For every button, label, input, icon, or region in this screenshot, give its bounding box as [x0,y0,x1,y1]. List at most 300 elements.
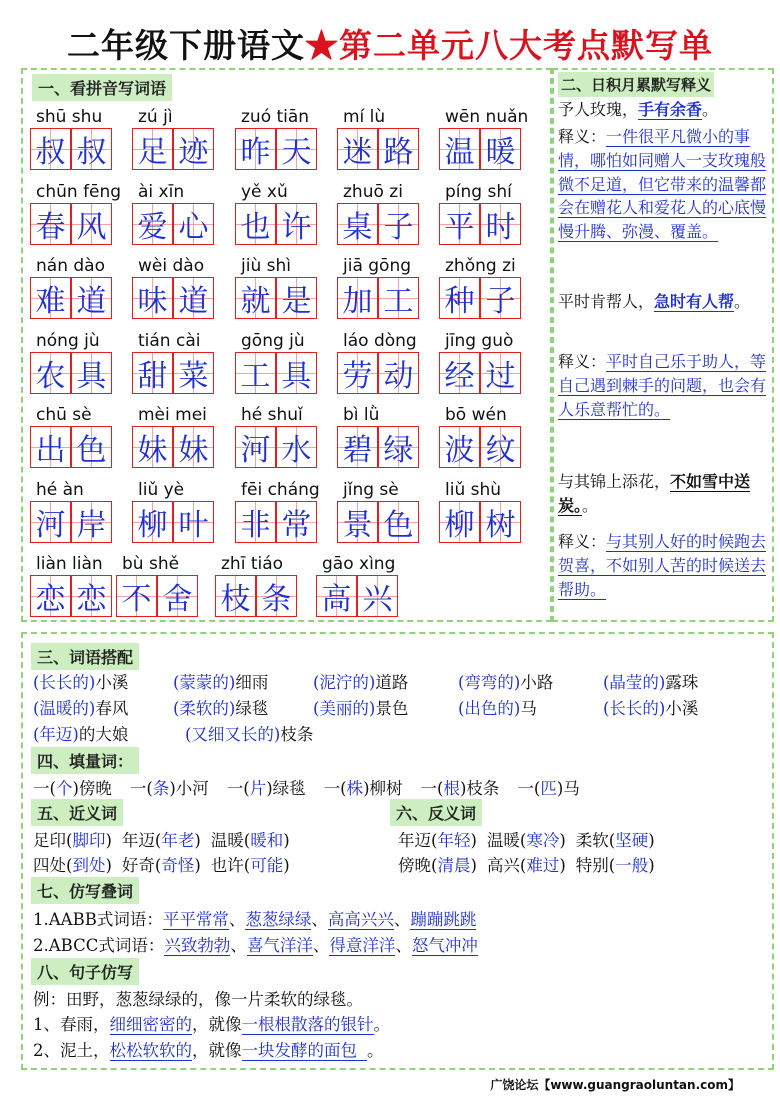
pair-answer: 年老 [161,831,195,850]
pinyin-label: bù shě [122,554,180,574]
word-pair [33,856,112,875]
proverb-3-end: 。 [582,495,599,515]
measure-item [324,779,403,798]
pinyin-label: jǐng sè [343,479,399,500]
written-char: 波 [444,433,475,468]
written-char: 工 [383,284,414,319]
tianzige-cell [157,575,198,617]
measure-answer: 个 [55,779,73,798]
match-word: 细雨 [235,673,269,692]
pair-text: 特别( [575,856,616,875]
written-char: 常 [281,507,312,543]
proverb-2 [558,290,770,314]
written-char: 叶 [178,507,209,543]
abcc-word: 怒气冲冲 [411,936,478,955]
match-word: 小溪 [665,699,699,718]
pinyin-label: hé shuǐ [241,405,303,425]
separator: 、 [393,910,411,929]
measure-answer: 条 [152,779,170,798]
tianzige-cell [480,128,521,170]
word-pair [576,856,655,875]
pair-text: 也许( [210,856,251,875]
written-char: 非 [240,507,271,543]
match-word: 的大娘 [78,725,129,744]
tianzige-cell [480,501,521,543]
written-char: 纹 [485,433,516,468]
aabb-word: 高高兴兴 [327,910,394,929]
tianzige-cell [378,426,419,468]
tianzige-cell [132,352,173,394]
written-char: 景 [342,507,373,543]
section4-heading: 四、填量词： [31,747,139,774]
measure-text: )绿毯 [266,779,306,798]
pinyin-label: zhī tiáo [221,554,284,574]
pinyin-label: mèi mei [138,405,207,425]
proverb-1 [558,98,770,122]
match-item [313,669,408,693]
written-char: 许 [281,209,312,245]
title-part1: 二年级下册语文 [67,26,305,65]
tianzige-cell [276,426,317,468]
pair-answer: 清晨 [437,856,471,875]
measure-item [33,779,112,798]
match-item [313,695,408,719]
abcc-line [33,932,478,956]
explain-1-label: 释义： [558,127,607,146]
tianzige-cell [215,575,256,617]
match-answer: (出色的) [458,699,521,718]
tianzige-cell [276,203,317,245]
written-char: 恋 [76,582,107,617]
pinyin-label: zuó tiān [241,107,310,127]
tianzige-cell [439,128,480,170]
measure-text: )枝条 [459,779,500,798]
section2-heading: 二、日积月累默写释义 [558,72,714,97]
written-char: 天 [281,135,312,170]
match-word: 枝条 [280,725,314,744]
written-char: 农 [35,358,66,394]
match-item [173,695,268,719]
match-answer: (柔软的) [173,699,236,718]
tianzige-cell [30,277,71,319]
written-char: 色 [76,433,107,468]
written-char: 甜 [137,358,168,394]
aabb-word: 蹦蹦跳跳 [410,910,477,929]
measure-text: 一( [129,779,153,798]
measure-item [517,779,579,798]
written-char: 舍 [162,582,193,617]
tianzige-cell [235,352,276,394]
written-char: 具 [281,358,312,394]
match-word: 小溪 [95,673,129,692]
match-answer: (年迈) [33,725,79,744]
title-part2: 第二单元八大考点默写单 [339,26,713,65]
measure-answer: 株 [346,779,364,798]
pinyin-label: gōng jù [241,330,305,351]
aabb-word: 葱葱绿绿 [245,910,312,929]
tianzige-cell [357,575,398,617]
measure-text: 一( [226,779,250,798]
written-char: 难 [35,284,66,319]
explain-3-label: 释义： [558,532,607,551]
pair-text: 温暖( [210,831,251,850]
proverb-2-answer: 急时有人帮 [654,292,735,311]
match-answer: (蒙蒙的) [173,673,236,692]
tianzige-cell [71,575,112,617]
match-answer: (又细又长的) [185,725,281,744]
pair-text: ) [648,831,655,850]
antonym-row [398,827,665,851]
proverb-1-end: 。 [702,100,719,119]
abcc-word: 兴致勃勃 [164,936,231,955]
tianzige-cell [173,501,214,543]
tianzige-cell [378,352,419,394]
tianzige-cell [132,203,173,245]
explain-2-label: 释义： [558,352,607,371]
written-char: 柳 [444,507,475,543]
tianzige-cell [132,277,173,319]
pinyin-label: fēi cháng [241,479,320,500]
written-char: 河 [240,433,271,468]
tianzige-cell [276,277,317,319]
word-pair [122,831,201,850]
tianzige-cell [30,128,71,170]
tianzige-cell [132,426,173,468]
written-char: 妹 [137,433,168,468]
pinyin-label: bō wén [445,405,507,425]
pinyin-label: bì lǜ [343,405,380,425]
pinyin-label: jiù shì [241,256,291,276]
match-item [603,695,698,719]
aabb-word: 平平常常 [162,910,229,929]
tianzige-cell [116,575,157,617]
written-char: 心 [178,209,209,245]
written-char: 平 [444,209,475,245]
written-char: 子 [383,209,414,245]
pair-answer: 年轻 [437,831,471,850]
tianzige-cell [316,575,357,617]
match-word: 露珠 [665,673,699,692]
written-char: 碧 [342,433,373,468]
explain-2 [558,350,770,421]
explain-2-text: 平时自己乐于助人，等自己遇到棘手的问题，也会有人乐意帮忙的。 [558,352,767,419]
word-pair [487,856,566,875]
tianzige-cell [132,128,173,170]
tianzige-cell [480,277,521,319]
written-char: 道 [178,284,209,319]
explain-1-text: 一件很平凡微小的事情，哪怕如同赠人一支玫瑰般微不足道，但它带来的温馨都会在赠花人和爱花人的心底慢慢升腾、弥漫、覆盖。 [558,127,767,242]
section8-heading: 八、句子仿写 [31,958,139,985]
antonym-row [398,852,665,876]
tianzige-cell [30,575,71,617]
tianzige-cell [378,277,419,319]
written-char: 加 [342,284,373,319]
written-char: 路 [383,135,414,170]
pinyin-label: gāo xìng [322,554,396,574]
word-pair [398,831,477,850]
match-answer: (长长的) [603,699,666,718]
match-answer: (晶莹的) [603,673,666,692]
pair-text: ) [559,831,566,850]
measure-answer: 片 [249,779,267,798]
pinyin-label: zhǒng zi [445,256,516,276]
tianzige-cell [235,277,276,319]
pair-answer: 坚硬 [615,831,649,850]
sentence-1 [33,1011,390,1035]
s1-answer1: 细细密密的 [109,1015,192,1034]
s2-c: ，就像 [192,1041,242,1060]
pair-text: ) [283,831,290,850]
written-char: 温 [444,135,475,170]
pair-text: ) [559,856,566,875]
pair-text: ) [105,856,112,875]
tianzige-cell [30,426,71,468]
explain-1 [558,125,770,244]
pair-text: 柔软( [575,831,616,850]
written-char: 出 [35,433,66,468]
written-char: 叔 [76,135,107,170]
pinyin-label: yě xǔ [241,181,288,202]
tianzige-cell [337,426,378,468]
tianzige-cell [173,277,214,319]
separator: 、 [311,910,328,929]
pair-answer: 寒冷 [526,831,560,850]
pair-text: ) [194,856,201,875]
section5-heading: 五、近义词 [31,799,123,826]
page-title [0,20,780,67]
match-item [185,721,313,745]
separator: 、 [230,936,247,955]
written-char: 种 [444,284,475,319]
written-char: 妹 [178,433,209,468]
match-word: 绿毯 [235,699,269,718]
written-char: 昨 [240,135,271,170]
written-char: 恋 [35,582,66,617]
pinyin-label: chūn fēng [36,181,122,202]
pair-answer: 一般 [615,856,649,875]
written-char: 爱 [137,209,168,245]
section3-heading: 三、词语搭配 [31,643,139,670]
pair-text: 高兴( [486,856,527,875]
match-answer: (弯弯的) [458,673,521,692]
measure-item [130,779,209,798]
tianzige-cell [132,501,173,543]
pair-text: 年迈( [398,831,438,850]
measure-text: 一( [517,779,541,798]
tianzige-cell [378,501,419,543]
written-char: 条 [261,582,292,617]
explain-3 [558,530,770,601]
synonym-row [33,827,300,851]
written-char: 动 [383,358,414,394]
tianzige-cell [30,203,71,245]
s2-a: 2、泥土， [33,1041,110,1060]
tianzige-cell [439,277,480,319]
proverb-3 [558,470,770,518]
measure-text: )柳树 [363,779,403,798]
word-pair [398,856,477,875]
match-item [33,721,128,745]
tianzige-cell [378,203,419,245]
written-char: 就 [240,284,271,319]
pinyin-label: ài xīn [138,181,185,202]
match-word: 马 [520,699,537,718]
tianzige-cell [439,501,480,543]
separator: 、 [395,936,412,955]
measure-text: 一( [420,779,444,798]
written-char: 子 [485,284,516,319]
s2-answer2: 一块发酵的面包 [242,1041,368,1061]
tianzige-cell [235,501,276,543]
measure-item [421,779,500,798]
written-char: 色 [383,507,414,543]
word-pair [487,831,566,850]
separator: 、 [312,936,330,955]
pinyin-label: hé àn [36,479,84,500]
pinyin-label: tián cài [138,330,201,351]
proverb-2-end: 。 [734,292,751,311]
tianzige-cell [439,352,480,394]
pinyin-label: shū shu [36,107,103,127]
tianzige-cell [173,128,214,170]
written-char: 风 [76,209,107,245]
s1-c: ，就像 [192,1015,242,1034]
match-item [173,669,268,693]
proverb-2-start: 平时肯帮人， [558,292,655,311]
written-char: 不 [121,582,152,617]
written-char: 菜 [178,358,209,394]
pinyin-label: liǔ shù [445,479,502,500]
match-item [603,669,698,693]
aabb-line [33,906,476,930]
written-char: 道 [76,284,107,319]
written-char: 柳 [137,507,168,543]
pinyin-label: liǔ yè [138,479,185,500]
tianzige-cell [276,352,317,394]
written-char: 兴 [362,582,393,617]
written-char: 迷 [342,135,373,170]
match-answer: (泥泞的) [313,673,376,692]
pinyin-label: nóng jù [36,330,100,351]
written-char: 暖 [485,135,516,170]
written-char: 工 [240,358,271,394]
match-answer: (美丽的) [313,699,376,718]
pinyin-label: jiā gōng [343,256,412,276]
aabb-label: 1.AABB式词语： [33,910,163,929]
tianzige-cell [71,501,112,543]
s1-e: 。 [373,1015,390,1034]
tianzige-cell [71,277,112,319]
pair-text: 足印( [33,831,73,850]
star-icon: ★ [305,26,339,65]
pair-text: ) [648,856,655,875]
proverb-1-answer: 手有余香 [638,100,703,119]
pinyin-label: wēn nuǎn [445,107,529,127]
written-char: 劳 [342,358,373,394]
measure-text: )傍晚 [72,779,112,798]
abcc-label: 2.ABCC式词语： [33,936,165,955]
sentence-2 [33,1037,384,1061]
written-char: 河 [35,507,66,543]
tianzige-cell [173,352,214,394]
written-char: 足 [137,135,168,170]
tianzige-cell [480,203,521,245]
written-char: 经 [444,358,475,394]
pair-text: 年迈( [121,831,162,850]
pinyin-label: liàn liàn [36,554,103,574]
measure-words [33,775,598,799]
measure-item [227,779,306,798]
tianzige-cell [480,352,521,394]
pinyin-label: píng shí [445,181,512,202]
pair-text: 好奇( [121,856,162,875]
pair-text: ) [470,856,477,875]
tianzige-cell [30,501,71,543]
match-word: 道路 [375,673,409,692]
written-char: 迹 [178,135,209,170]
match-answer: (温暖的) [33,699,96,718]
tianzige-cell [337,128,378,170]
written-char: 也 [240,209,271,245]
tianzige-cell [173,203,214,245]
written-char: 高 [321,582,352,617]
section1-heading: 一、看拼音写词语 [32,74,172,101]
written-char: 叔 [35,135,66,170]
abcc-word: 喜气洋洋 [246,936,313,955]
written-char: 味 [137,284,168,319]
tianzige-cell [337,203,378,245]
tianzige-cell [235,203,276,245]
word-pair [576,831,655,850]
word-pair [211,856,290,875]
pair-text: 傍晚( [398,856,438,875]
match-item [33,695,128,719]
pinyin-label: wèi dào [138,256,205,276]
written-char: 枝 [220,582,251,617]
tianzige-cell [439,426,480,468]
word-pair [122,856,201,875]
written-char: 过 [485,358,516,394]
match-word: 小路 [520,673,554,692]
tianzige-cell [30,352,71,394]
match-item [33,669,128,693]
measure-answer: 根 [443,779,460,798]
written-char: 具 [76,358,107,394]
measure-answer: 匹 [540,779,557,798]
written-char: 绿 [383,433,414,468]
pair-text: 温暖( [486,831,527,850]
pair-text: ) [283,856,290,875]
pinyin-label: zú jì [138,107,173,127]
pinyin-label: zhuō zi [343,181,403,202]
tianzige-cell [235,128,276,170]
written-char: 水 [281,433,312,468]
written-char: 桌 [342,209,373,245]
pair-answer: 到处 [72,856,106,875]
measure-text: )马 [556,779,580,798]
tianzige-cell [337,277,378,319]
word-pair [33,831,112,850]
written-char: 是 [281,284,312,319]
pinyin-label: láo dòng [343,330,417,351]
written-char: 树 [485,507,516,543]
tianzige-cell [276,128,317,170]
pinyin-label: nán dào [36,256,105,276]
tianzige-cell [439,203,480,245]
measure-text: 一( [33,779,56,798]
tianzige-cell [480,426,521,468]
s1-answer2: 一根根散落的银针 [241,1015,374,1034]
